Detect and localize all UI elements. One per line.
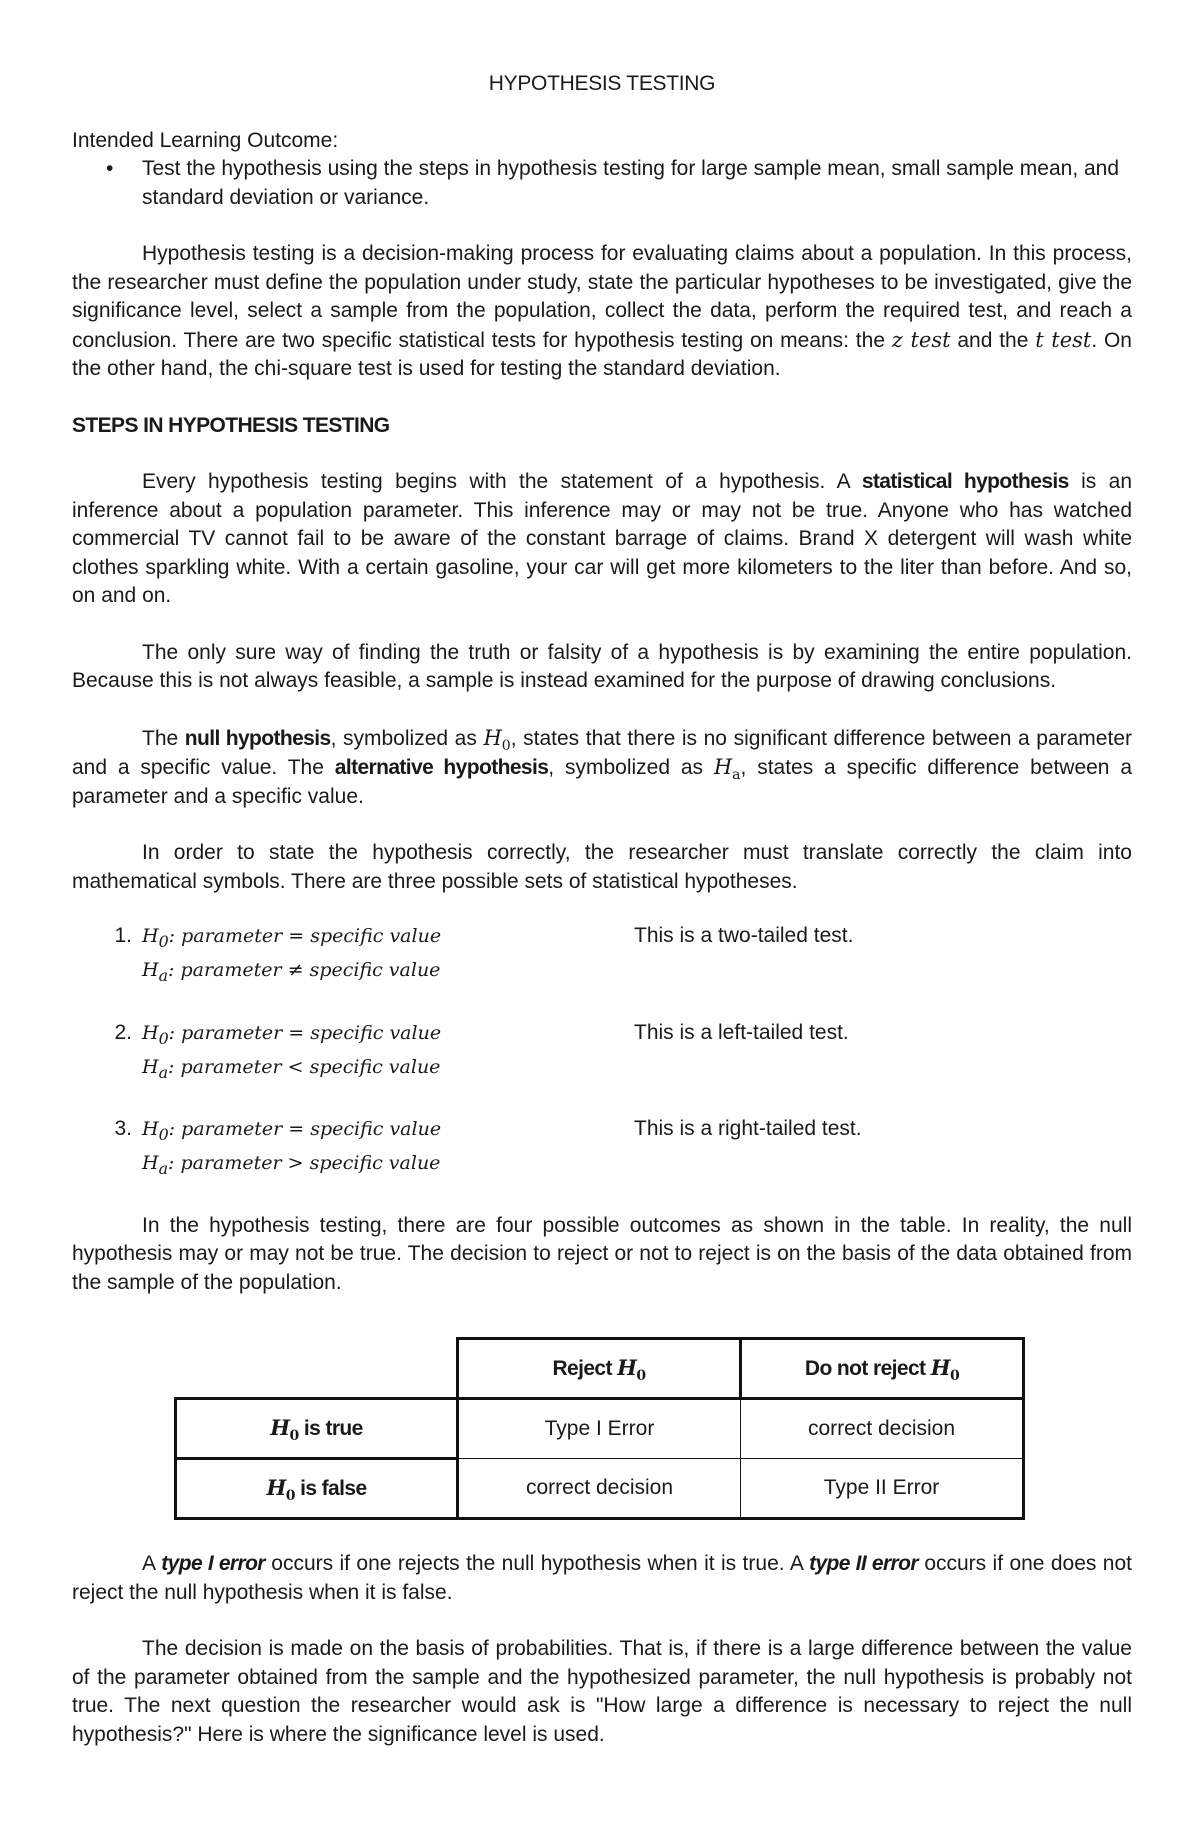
ilo-item-text: Test the hypothesis using the steps in hypothesis testing for large sample mean, small sample mean, and standard deviation or variance. bbox=[142, 157, 1120, 209]
hypothesis-set-3 bbox=[72, 1115, 1132, 1184]
h0-true-row-header: $H_0$ is true bbox=[176, 1399, 458, 1459]
hypothesis-note: This is a right-tailed test. bbox=[634, 1117, 862, 1141]
type-i-error-term: type I error bbox=[161, 1552, 265, 1576]
null-text-mid2: , states that there is no significant difference between a parameter and a specific value. The bbox=[72, 726, 1132, 779]
bullet-icon: • bbox=[106, 157, 114, 180]
stat-text-pre: Every hypothesis testing begins with the statement of a hypothesis. A bbox=[142, 470, 862, 493]
t-test-symbol: t test bbox=[1035, 327, 1092, 352]
table-cell: correct decision bbox=[741, 1399, 1024, 1459]
intro-text-2: . On the other hand, the chi-square test is used for testing the standard deviation. bbox=[72, 328, 1132, 380]
hypothesis-set-2 bbox=[72, 1019, 1132, 1088]
table-row bbox=[176, 1459, 1024, 1519]
errors-text-pre: A bbox=[142, 1552, 162, 1576]
hypothesis-equations bbox=[142, 1115, 634, 1184]
null-text-pre: The bbox=[142, 726, 185, 750]
errors-text-post: occurs if one does not reject the null hypothesis when it is false. bbox=[72, 1552, 1132, 1604]
table-header-row bbox=[176, 1339, 1024, 1399]
ha-equation: $H_a$: parameter ≠ specific value bbox=[142, 959, 441, 986]
document-page bbox=[72, 70, 1132, 1749]
table-cell: correct decision bbox=[458, 1459, 741, 1519]
null-hypothesis-paragraph bbox=[72, 724, 1132, 812]
ilo-item bbox=[72, 155, 1132, 212]
sure-way-paragraph: The only sure way of finding the truth or falsity of a hypothesis is by examining the entire population. Because this is not always feasible, a sample is instead examined for the purpose of drawing conclusions. bbox=[72, 640, 1132, 692]
hypothesis-number: 1. bbox=[114, 924, 132, 947]
table-cell: Type I Error bbox=[458, 1399, 741, 1459]
h0-equation: $H_0$: parameter = specific value bbox=[142, 1118, 442, 1144]
table-corner-cell bbox=[176, 1339, 458, 1399]
hypothesis-set-1 bbox=[72, 922, 1132, 991]
errors-text-mid: occurs if one rejects the null hypothesis when it is true. A bbox=[264, 1552, 810, 1576]
h0-symbol: $H_0$ bbox=[483, 725, 511, 754]
ha-equation: $H_a$: parameter < specific value bbox=[142, 1055, 441, 1082]
z-test-symbol: z test bbox=[891, 327, 951, 352]
ilo-label: Intended Learning Outcome: bbox=[72, 128, 339, 152]
outcomes-table-wrap bbox=[174, 1337, 1022, 1520]
table-cell: Type II Error bbox=[741, 1459, 1024, 1519]
reject-h0-header: Reject $H_0$ bbox=[458, 1339, 741, 1399]
hypothesis-equations bbox=[142, 1019, 634, 1088]
outcomes-paragraph: In the hypothesis testing, there are four possible outcomes as shown in the table. In reality, the null hypothesis may or may not be true. The decision to reject or not to reject is on the basis of the data obtained from the sample of the population. bbox=[72, 1213, 1132, 1294]
ha-symbol: $H_a$ bbox=[713, 755, 741, 784]
hypothesis-note: This is a left-tailed test. bbox=[634, 1020, 849, 1044]
ilo-list bbox=[72, 155, 1132, 212]
hypothesis-number: 2. bbox=[114, 1020, 132, 1044]
table-row bbox=[176, 1399, 1024, 1459]
alternative-hypothesis-term: alternative hypothesis bbox=[334, 756, 549, 779]
hypotheses-list bbox=[72, 922, 1132, 1184]
h0-equation: $H_0$: parameter = specific value bbox=[142, 1021, 442, 1048]
outcomes-table bbox=[174, 1337, 1025, 1520]
hypothesis-equations bbox=[142, 922, 634, 991]
intro-paragraph bbox=[72, 240, 1132, 384]
ha-equation: $H_a$: parameter > specific value bbox=[142, 1152, 441, 1179]
h0-false-row-header: $H_0$ is false bbox=[176, 1459, 458, 1519]
decision-paragraph: The decision is made on the basis of probabilities. That is, if there is a large difference between the value of the parameter obtained from the sample and the hypothesized parameter, the null hypothesis is probably not true. The next question the researcher would ask is "How large a difference is necessary to reject the null hypothesis?" Here is where the significance level is used. bbox=[72, 1637, 1132, 1746]
intro-text-and: and the bbox=[950, 328, 1036, 352]
intro-text-1: Hypothesis testing is a decision-making process for evaluating claims about a population. In this process, the researcher must define the population under study, state the particular hypotheses to be investigated, give the significance level, select a sample from the population, collect the data, perform the required test, and reach a conclusion. There are two specific statistical tests for hypothesis testing on means: the bbox=[72, 242, 1132, 352]
null-text-mid1: , symbolized as bbox=[330, 726, 484, 750]
null-text-mid3: , symbolized as bbox=[548, 756, 714, 779]
h0-equation: $H_0$: parameter = specific value bbox=[142, 925, 442, 951]
statistical-hypothesis-paragraph bbox=[72, 468, 1132, 611]
statistical-hypothesis-term: statistical hypothesis bbox=[861, 470, 1069, 493]
order-paragraph: In order to state the hypothesis correctly, the researcher must translate correctly the claim into mathematical symbols. There are three possible sets of statistical hypotheses. bbox=[72, 841, 1132, 893]
type-ii-error-term: type II error bbox=[809, 1552, 918, 1576]
null-text-post: , states a specific difference between a parameter and a specific value. bbox=[72, 756, 1132, 808]
errors-paragraph bbox=[72, 1550, 1132, 1607]
page-title: HYPOTHESIS TESTING bbox=[488, 72, 716, 95]
do-not-reject-h0-header: Do not reject $H_0$ bbox=[741, 1339, 1024, 1399]
hypothesis-note: This is a two-tailed test. bbox=[634, 924, 854, 947]
null-hypothesis-term: null hypothesis bbox=[184, 726, 331, 750]
stat-text-post: is an inference about a population parameter. This inference may or may not be true. Anyone who has watched commercial TV cannot fail to be aware of the constant barrage of claims. Brand X detergent will wash white clothes sparkling white. With a certain gasoline, your car will get more kilometers to the liter than before. And so, on and on. bbox=[72, 470, 1133, 607]
steps-heading: STEPS IN HYPOTHESIS TESTING bbox=[72, 413, 390, 437]
hypothesis-number: 3. bbox=[114, 1117, 132, 1141]
